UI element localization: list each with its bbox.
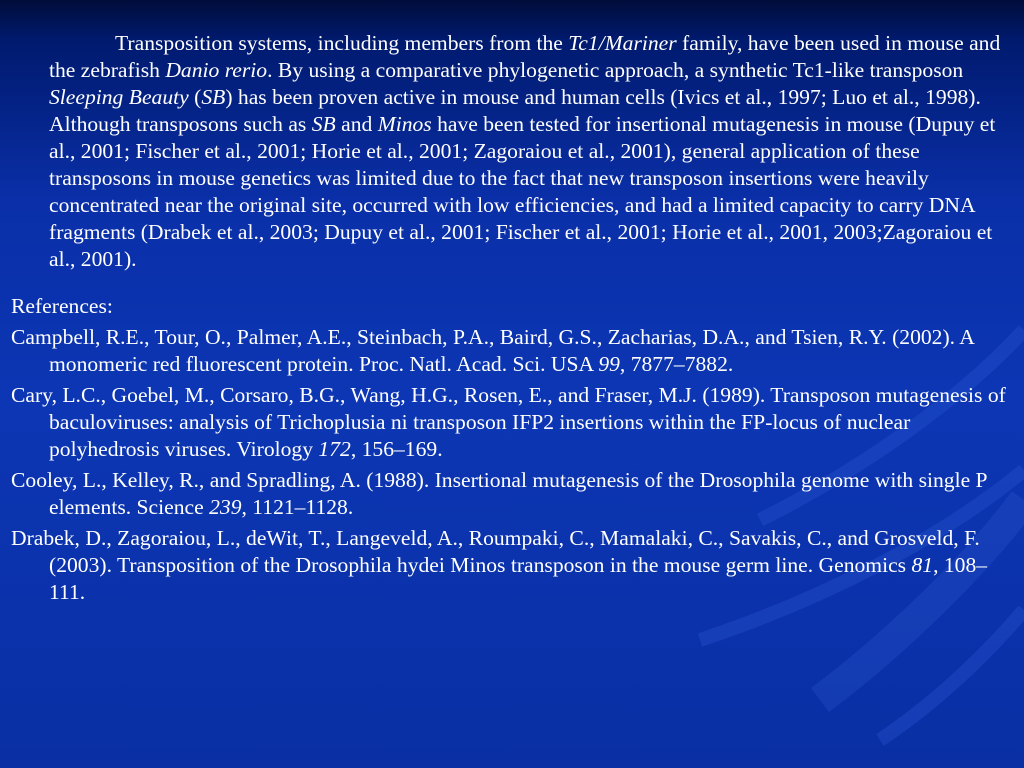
para-text-4: ( xyxy=(188,85,202,109)
reference-pages: , 7877–7882. xyxy=(619,352,734,376)
body-paragraph xyxy=(11,30,1016,273)
para-text-5: ) has been proven active in mouse and human cells (Ivics et al., 1997; Luo et al., 1998). Although transposons such as xyxy=(49,85,981,136)
reference-volume: 239 xyxy=(209,495,242,519)
reference-volume: 81 xyxy=(911,553,934,577)
reference-item-drabek xyxy=(11,525,1016,606)
reference-item-cooley xyxy=(11,467,1016,521)
para-text-1: Transposition systems, including members from the xyxy=(115,31,569,55)
slide-content xyxy=(11,30,1016,610)
reference-text: Cooley, L., Kelley, R., and Spradling, A. (1988). Insertional mutagenesis of the Drosophila genome with single P elements. Science xyxy=(11,468,987,519)
para-italic-minos: Minos xyxy=(377,112,432,136)
reference-pages: , 108–111. xyxy=(49,553,988,604)
reference-text: Drabek, D., Zagoraiou, L., deWit, T., Langeveld, A., Roumpaki, C., Mamalaki, C., Savakis, C., and Grosveld, F. (2003). Transposition of the Drosophila hydei Minos transposon in the mouse germ line. Genomics xyxy=(11,526,980,577)
references-heading: References: xyxy=(11,294,113,318)
para-italic-sleeping-beauty: Sleeping Beauty xyxy=(49,85,189,109)
reference-pages: , 1121–1128. xyxy=(241,495,354,519)
reference-volume: 99 xyxy=(598,352,620,376)
para-italic-tc1-mariner: Tc1/Mariner xyxy=(568,31,677,55)
reference-text: Campbell, R.E., Tour, O., Palmer, A.E., Steinbach, P.A., Baird, G.S., Zacharias, D.A., and Tsien, R.Y. (2002). A monomeric red fluorescent protein. Proc. Natl. Acad. Sci. USA xyxy=(11,325,974,376)
para-text-3: . By using a comparative phylogenetic approach, a synthetic Tc1-like transposon xyxy=(267,58,964,82)
reference-volume: 172 xyxy=(318,437,351,461)
reference-text: Cary, L.C., Goebel, M., Corsaro, B.G., Wang, H.G., Rosen, E., and Fraser, M.J. (1989). Transposon mutagenesis of baculoviruses: analysis of Trichoplusia ni transposon IFP2 insertions within the FP-locus of nuclear polyhedrosis viruses. Virology xyxy=(11,383,1006,461)
para-text-7: have been tested for insertional mutagenesis in mouse (Dupuy et al., 2001; Fischer et al., 2001; Horie et al., 2001; Zagoraiou et al., 2001), general application of these transposons in mouse genetics was limited due to the fact that new transposon insertions were heavily concentrated near the original site, occurred with low efficiencies, and had a limited capacity to carry DNA fragments (Drabek et al., 2003; Dupuy et al., 2001; Fischer et al., 2001; Horie et al., 2001, 2003;Zagoraiou et al., 2001). xyxy=(49,112,996,271)
para-italic-sb: SB xyxy=(201,85,226,109)
reference-item-campbell xyxy=(11,324,1016,378)
reference-pages: , 156–169. xyxy=(350,437,443,461)
para-italic-sb-2: SB xyxy=(311,112,336,136)
reference-item-cary xyxy=(11,382,1016,463)
para-text-2: family, have been used in mouse and the zebrafish xyxy=(49,31,1001,82)
para-text-6: and xyxy=(335,112,378,136)
para-italic-danio-rerio: Danio rerio xyxy=(165,58,268,82)
